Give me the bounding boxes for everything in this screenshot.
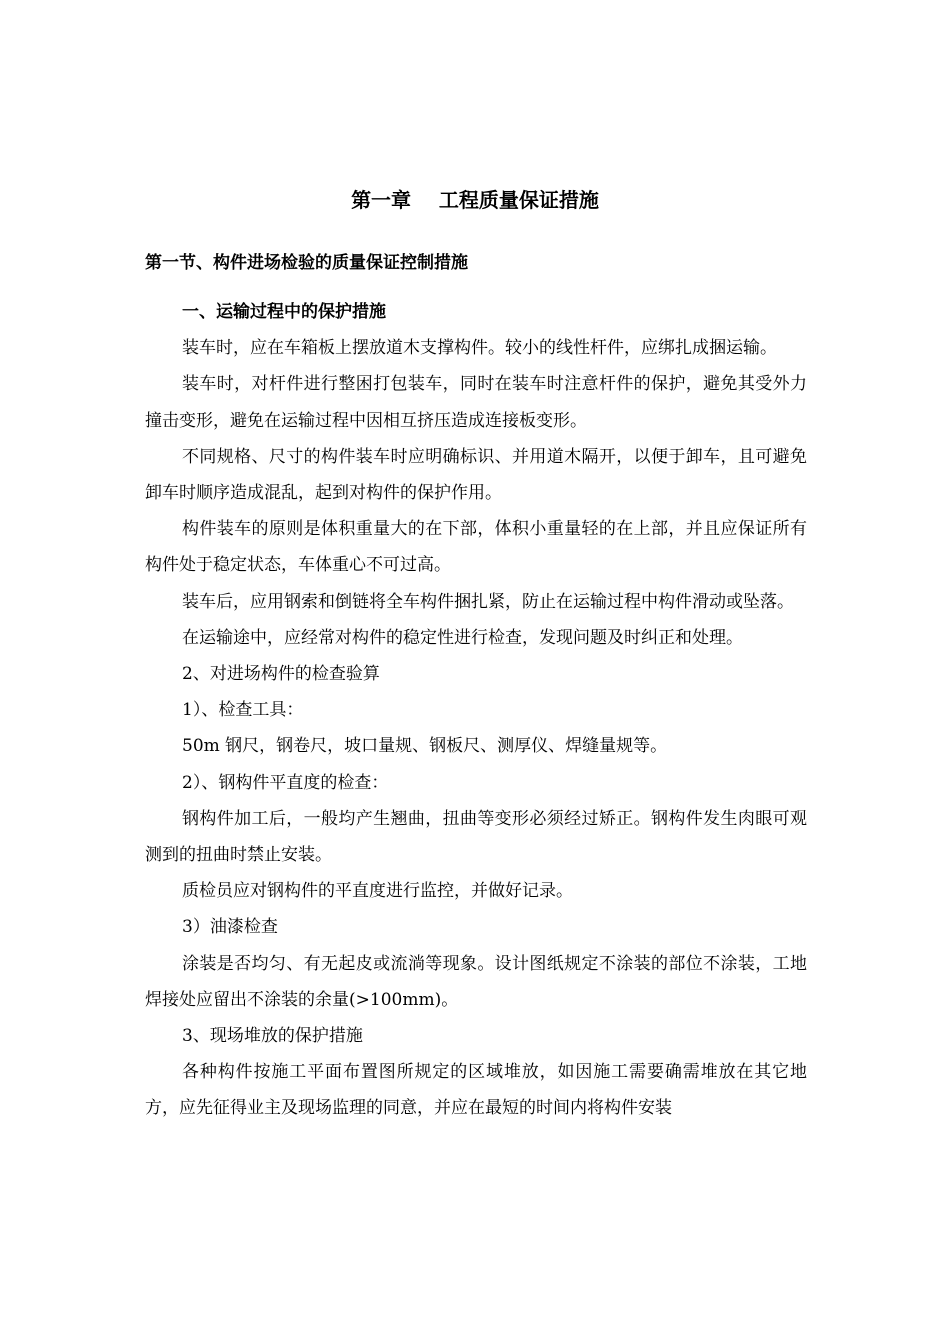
paragraph: 质检员应对钢构件的平直度进行监控，并做好记录。 [182,881,573,902]
subsection-heading-storage: 3、现场堆放的保护措施 [182,1026,363,1047]
paragraph: 钢构件加工后，一般均产生翘曲，扭曲等变形必须经过矫正。钢构件发生肉眼可观测到的扭曲时禁止安装。 [145,808,807,866]
list-item-heading: 3）油漆检查 [182,917,278,938]
paragraph: 各种构件按施工平面布置图所规定的区域堆放，如因施工需要确需堆放在其它地方，应先征得业主及现场监理的同意，并应在最短的时间内将构件安装 [145,1062,807,1119]
paragraph: 涂装是否均匀、有无起皮或流淌等现象。设计图纸规定不涂装的部位不涂装，工地焊接处应留出不涂装的余量(>100mm)。 [145,953,807,1010]
paragraph: 装车时，应在车箱板上摆放道木支撑构件。较小的线性杆件，应绑扎成捆运输。 [182,338,777,359]
chapter-title: 第一章 工程质量保证措施 [351,188,599,212]
paragraph: 构件装车的原则是体积重量大的在下部，体积小重量轻的在上部，并且应保证所有构件处于稳定状态，车体重心不可过高。 [145,519,807,576]
list-item-heading: 2）、钢构件平直度的检查： [182,772,389,793]
body-text [145,294,807,1127]
paragraph: 装车后，应用钢索和倒链将全车构件捆扎紧，防止在运输过程中构件滑动或坠落。 [182,591,794,612]
list-item-heading: 1）、检查工具： [182,700,304,721]
paragraph: 装车时，对杆件进行整困打包装车，同时在装车时注意杆件的保护，避免其受外力撞击变形，避免在运输过程中因相互挤压造成连接板变形。 [145,374,807,431]
paragraph: 在运输途中，应经常对构件的稳定性进行检查，发现问题及时纠正和处理。 [182,627,743,648]
subsection-heading-transport: 一、运输过程中的保护措施 [182,302,386,322]
subsection-heading-inspection: 2、对进场构件的检查验算 [182,664,380,685]
paragraph: 不同规格、尺寸的构件装车时应明确标识、并用道木隔开，以便于卸车，且可避免卸车时顺序造成混乱，起到对构件的保护作用。 [145,446,807,504]
paragraph: 50m 钢尺，钢卷尺，坡口量规、钢板尺、测厚仪、焊缝量规等。 [182,736,668,757]
section-title: 第一节、构件进场检验的质量保证控制措施 [145,253,468,273]
